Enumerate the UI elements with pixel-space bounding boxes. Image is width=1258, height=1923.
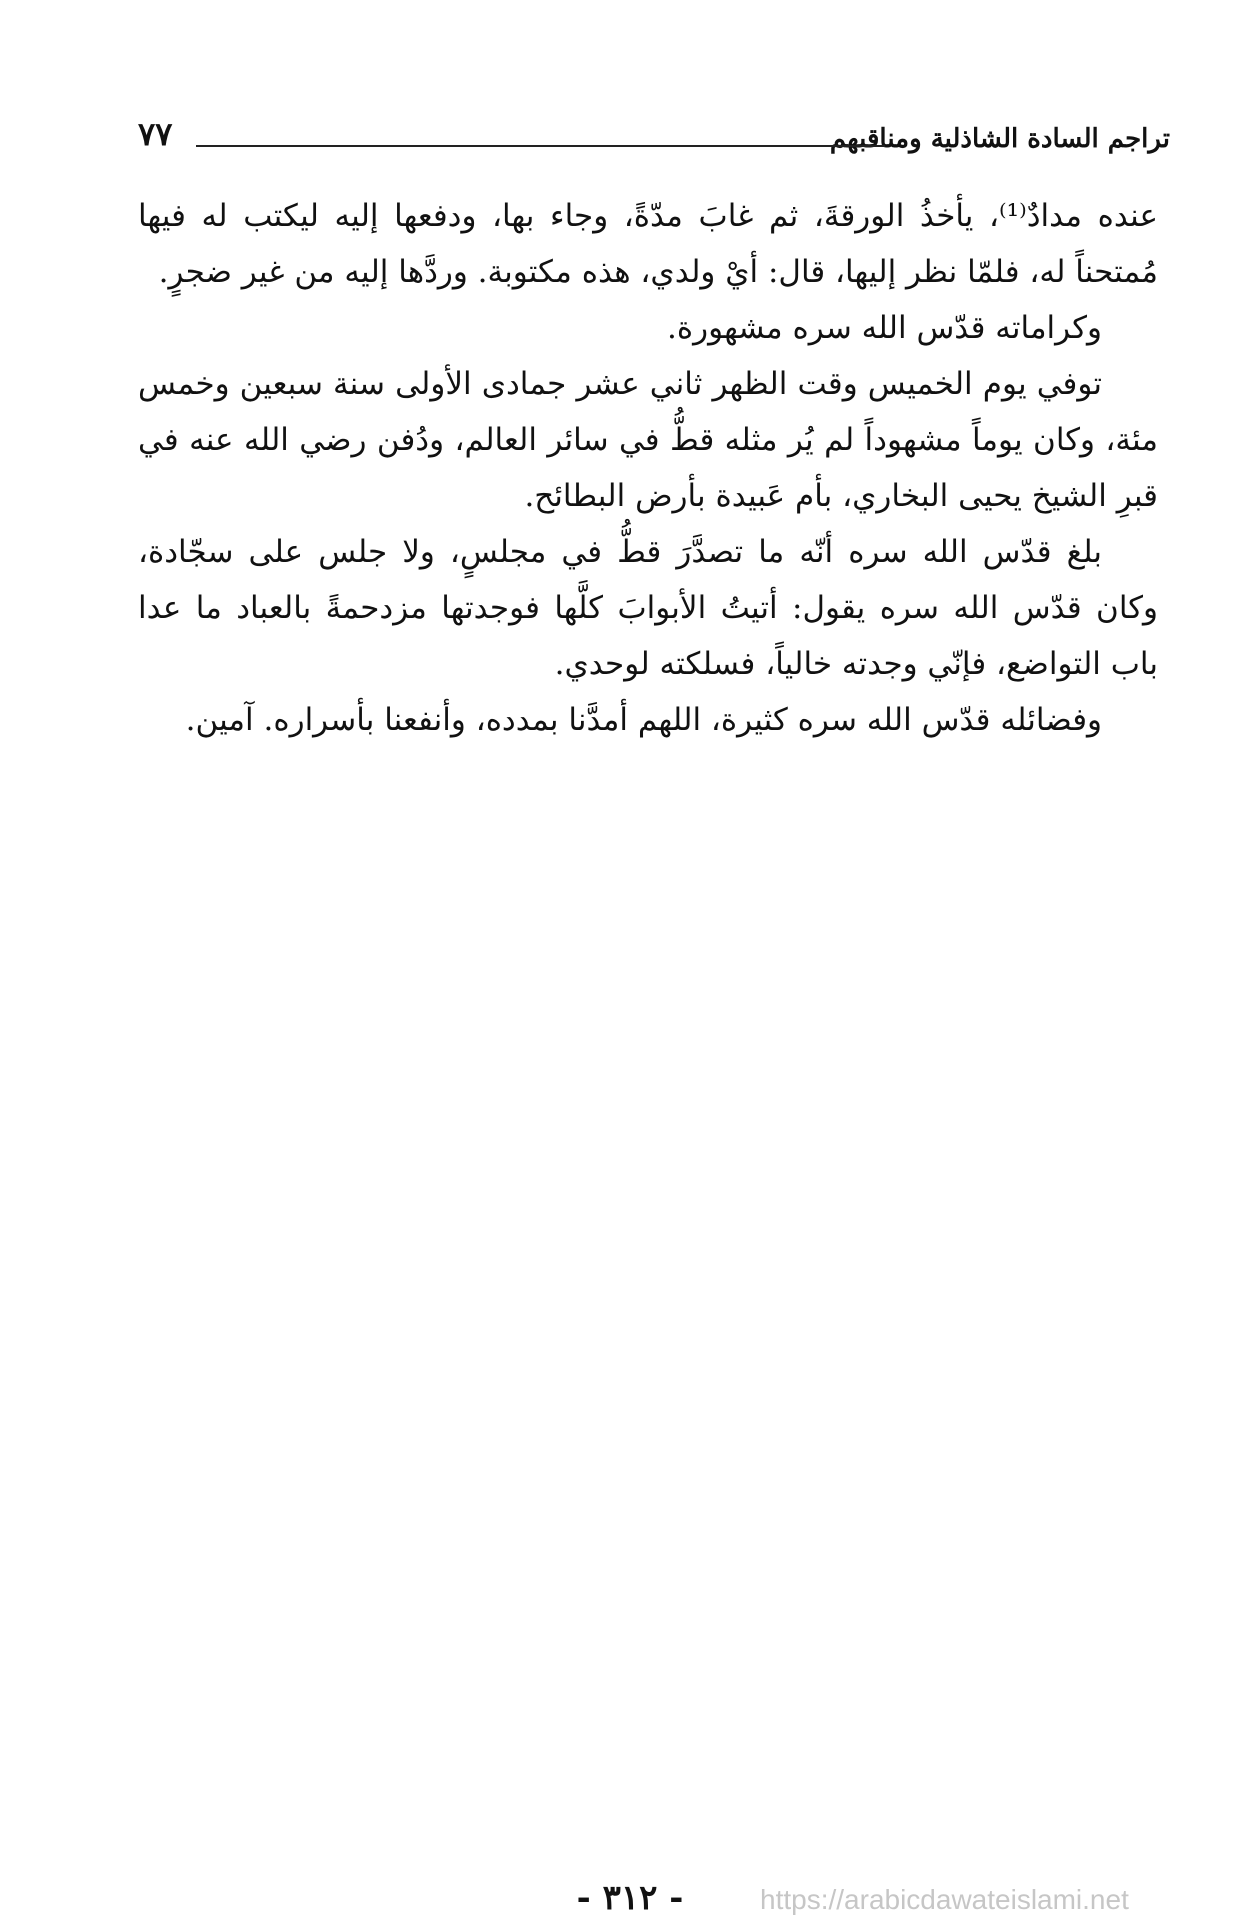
header-rule [196,145,885,147]
running-header-title: تراجم السادة الشاذلية ومناقبهم [829,124,1170,154]
running-header [138,110,1170,170]
paragraph-3: توفي يوم الخميس وقت الظهر ثاني عشر جمادى الأولى سنة سبعين وخمس مئة، وكان يوماً مشهوداً لم يُر مثله قطُّ في سائر العالم، ودُفن رضي الله عنه في قبرِ الشيخ يحيى البخاري، بأم عَبيدة بأرض البطائح. [138,366,1158,514]
paragraph-4: بلغ قدّس الله سره أنّه ما تصدَّرَ قطُّ في مجلسٍ، ولا جلس على سجّادة، وكان قدّس الله سره يقول: أتيتُ الأبوابَ كلَّها فوجدتها مزدحمةً بالعباد ما عدا باب التواضع، فإنّي وجدته خالياً، فسلكته لوحدي. [138,534,1158,682]
paragraph-5: وفضائله قدّس الله سره كثيرة، اللهم أمدَّنا بمدده، وأنفعنا بأسراره. آمين. [185,702,1102,738]
paragraph-1: عنده مدادٌ⁽¹⁾، يأخذُ الورقةَ، ثم غابَ مدّةً، وجاء بها، ودفعها إليه ليكتب له فيها مُمتحناً له، فلمّا نظر إليها، قال: أيْ ولدي، هذه مكتوبة. وردَّها إليه من غير ضجرٍ. [138,198,1158,290]
paragraph-2: وكراماته قدّس الله سره مشهورة. [667,310,1102,346]
watermark-url: https://arabicdawateislami.net [760,1884,1129,1915]
body-text [138,188,1158,748]
footer-page-number: - ٣١٢ - [576,1878,684,1918]
header-page-number: ٧٧ [138,115,173,153]
